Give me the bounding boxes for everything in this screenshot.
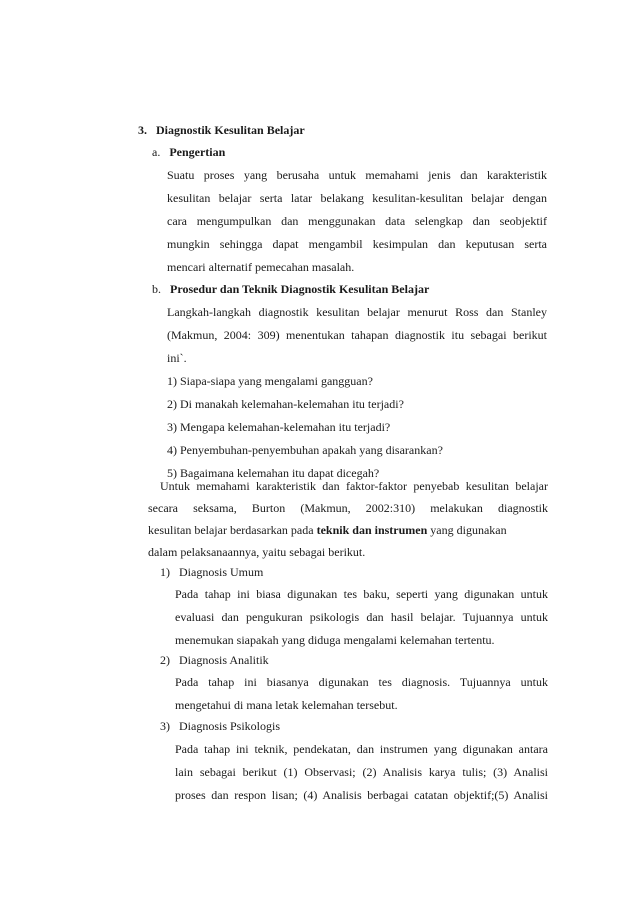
paragraph-line: Pada tahap ini teknik, pendekatan, dan instrumen yang digunakan antara [175,742,548,756]
diagnosis-title: Diagnosis Psikologis [179,719,281,733]
subsection-a-title: Pengertian [169,145,226,159]
paragraph-line: lain sebagai berikut (1) Observasi; (2) Analisis karya tulis; (3) Analisi [175,765,548,779]
paragraph-line: mencari alternatif pemecahan masalah. [167,260,355,274]
paragraph-line: secara seksama, Burton (Makmun, 2002:310) melakukan diagnostik [148,501,548,515]
subsection-a-heading [152,144,225,160]
paragraph-line: Pada tahap ini biasa digunakan tes baku, seperti yang digunakan untuk [175,587,548,601]
diagnosis-title: Diagnosis Umum [179,565,264,579]
paragraph-line: cara mengumpulkan dan menggunakan data selengkap dan seobjektif [167,214,547,228]
paragraph-line: Langkah-langkah diagnostik kesulitan belajar menurut Ross dan Stanley [167,305,547,319]
diagnosis-heading [160,652,269,668]
diagnosis-marker: 3) [160,719,170,733]
diagnosis-heading [160,564,263,580]
step-item: 4) Penyembuhan-penyembuhan apakah yang disarankan? [167,443,443,457]
paragraph-line: Suatu proses yang berusaha untuk memahami jenis dan karakteristik [167,168,547,182]
step-item: 5) Bagaimana kelemahan itu dapat dicegah? [167,466,380,480]
paragraph-line: ini`. [167,351,187,365]
paragraph-text: kesulitan belajar berdasarkan pada [148,523,317,537]
paragraph-line: Pada tahap ini biasanya digunakan tes diagnosis. Tujuannya untuk [175,675,548,689]
paragraph-line: mungkin sehingga dapat mengambil kesimpulan dan keputusan serta [167,237,547,251]
step-item: 1) Siapa-siapa yang mengalami gangguan? [167,374,373,388]
paragraph-line: evaluasi dan pengukuran psikologis dan hasil belajar. Tujuannya untuk [175,610,548,624]
paragraph-line: proses dan respon lisan; (4) Analisis berbagai catatan objektif;(5) Analisi [175,788,548,802]
subsection-b-title: Prosedur dan Teknik Diagnostik Kesulitan Belajar [170,282,430,296]
section-title: Diagnostik Kesulitan Belajar [156,123,305,137]
emphasis-text: teknik dan instrumen [316,523,428,537]
paragraph-line: kesulitan belajar serta latar belakang kesulitan-kesulitan belajar dengan [167,191,547,205]
paragraph-line: (Makmun, 2004: 309) menentukan tahapan diagnostik itu sebagai berikut [167,328,547,342]
section-heading [138,122,305,138]
section-number: 3. [138,123,147,137]
diagnosis-marker: 2) [160,653,170,667]
paragraph-line: dalam pelaksanaannya, yaitu sebagai berikut. [148,545,366,559]
diagnosis-heading [160,718,280,734]
paragraph-line: menemukan siapakah yang diduga mengalami kelemahan tertentu. [175,633,495,647]
diagnosis-marker: 1) [160,565,170,579]
step-item: 3) Mengapa kelemahan-kelemahan itu terjadi? [167,420,391,434]
diagnosis-title: Diagnosis Analitik [179,653,269,667]
subsection-b-heading [152,281,429,297]
paragraph-line: Untuk memahami karakteristik dan faktor-faktor penyebab kesulitan belajar [160,479,548,493]
paragraph-text: yang digunakan [427,523,507,537]
subsection-a-marker: a. [152,145,161,159]
paragraph-line [148,522,507,538]
paragraph-line: mengetahui di mana letak kelemahan tersebut. [175,698,398,712]
step-item: 2) Di manakah kelemahan-kelemahan itu terjadi? [167,397,404,411]
subsection-b-marker: b. [152,282,161,296]
